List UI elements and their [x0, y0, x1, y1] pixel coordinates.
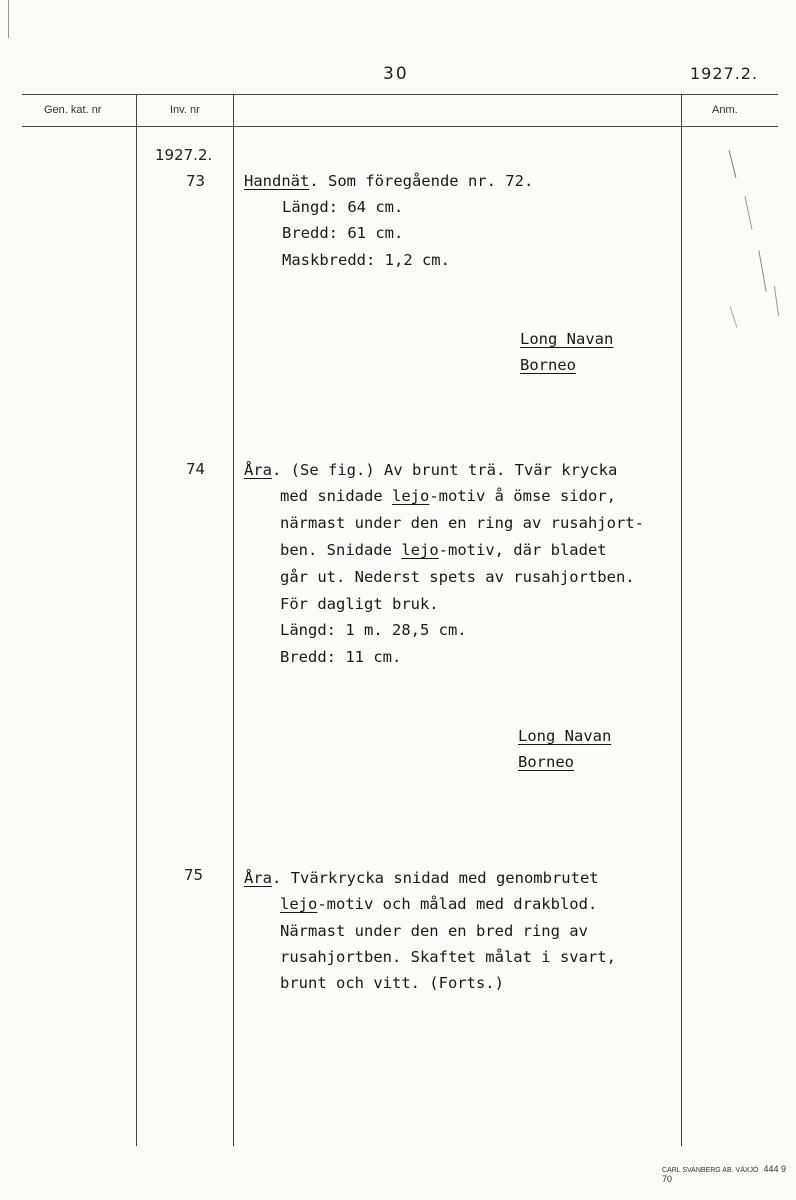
entry-74-line-7: Längd: 1 m. 28,5 cm.	[280, 621, 467, 639]
inventory-number-74: 74	[186, 460, 206, 478]
entry-73-line-3: Bredd: 61 cm.	[282, 224, 404, 242]
inventory-number-75: 75	[184, 866, 204, 884]
column-header-anm: Anm.	[712, 104, 738, 116]
entry-73-location-1: Long Navan	[520, 330, 614, 348]
pencil-mark	[729, 150, 737, 177]
entry-73-location-2: Borneo	[520, 356, 576, 374]
pencil-mark	[774, 286, 779, 316]
column-divider-inv-text	[233, 94, 234, 1146]
page-number: 30	[383, 64, 409, 84]
column-divider-text-anm	[681, 94, 682, 1146]
entry-74-line-2: med snidade lejo-motiv å ömse sidor,	[280, 487, 616, 505]
column-header-gen-kat: Gen. kat. nr	[44, 104, 102, 116]
pencil-mark	[730, 306, 738, 327]
inventory-number-73: 73	[186, 172, 206, 190]
entry-74-line-4: ben. Snidade lejo-motiv, där bladet	[280, 541, 607, 559]
entry-74-title: Åra	[244, 461, 272, 479]
entry-74-location-1: Long Navan	[518, 727, 612, 745]
entry-75-title: Åra	[244, 869, 272, 887]
entry-75-line-4: rusahjortben. Skaftet målat i svart,	[280, 948, 616, 966]
entry-74-term-1: lejo	[391, 487, 430, 505]
entry-73-line-4: Maskbredd: 1,2 cm.	[282, 251, 450, 269]
column-header-inv: Inv. nr	[170, 104, 200, 116]
entry-74-line-1: Åra. (Se fig.) Av brunt trä. Tvär krycka	[244, 461, 618, 479]
entry-75-term: lejo	[280, 895, 318, 913]
left-margin-mark	[8, 0, 9, 38]
entry-74-line-5: går ut. Nederst spets av rusahjortben.	[280, 568, 635, 586]
catalog-reference: 1927.2.	[690, 64, 759, 83]
entry-73-title: Handnät	[244, 172, 310, 190]
entry-75-line-5: brunt och vitt. (Forts.)	[280, 974, 504, 992]
entry-74-line-8: Bredd: 11 cm.	[280, 648, 402, 666]
printer-imprint: CARL SVANBERG AB. VÄXJÖ 444 9 70	[662, 1164, 786, 1184]
entry-73-line-1: Handnät. Som föregående nr. 72.	[244, 172, 534, 190]
series-label: 1927.2.	[155, 146, 213, 164]
entry-74-line-6: För dagligt bruk.	[280, 595, 439, 613]
entry-75-line-2: lejo-motiv och målad med drakblod.	[280, 895, 598, 913]
entry-74-line-3: närmast under den en ring av rusahjort-	[280, 514, 644, 532]
entry-73-line-2: Längd: 64 cm.	[282, 198, 404, 216]
entry-75-line-1: Åra. Tvärkrycka snidad med genombrutet	[244, 869, 599, 887]
column-divider-gen-inv	[136, 94, 137, 1146]
pencil-mark	[758, 250, 766, 292]
pencil-mark	[744, 196, 752, 229]
entry-74-location-2: Borneo	[518, 753, 574, 771]
entry-75-line-3: Närmast under den en bred ring av	[280, 922, 588, 940]
entry-74-term-2: lejo	[401, 541, 439, 559]
